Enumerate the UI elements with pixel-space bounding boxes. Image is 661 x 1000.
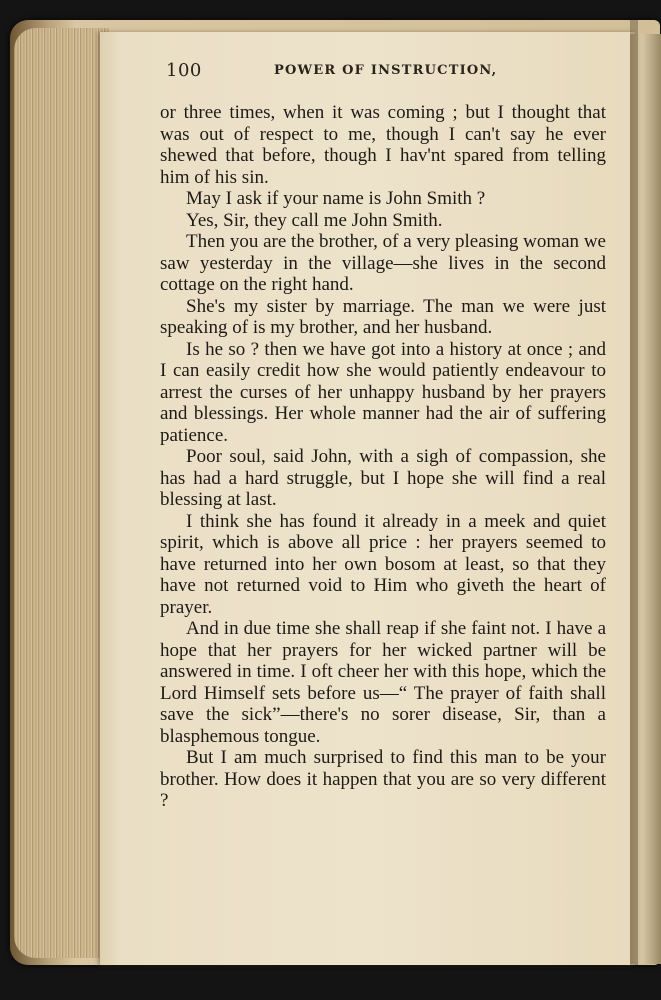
gutter-shadow bbox=[630, 20, 638, 965]
paragraph-question-name: May I ask if your name is John Smith ? bbox=[186, 188, 486, 209]
paragraph-history: Is he so ? then we have got into a history at once ; and I can easily credit how she would patiently endeavour to arrest the curses of her unhappy husband by her prayers and blessings. Her whole manner had the air of suffering patience. bbox=[160, 338, 606, 446]
body-text bbox=[160, 102, 606, 812]
paragraph-continued: or three times, when it was coming ; but I thought that was out of respect to me, though I can't say he ever shewed that before, though I hav'nt spared from telling him of his sin. bbox=[160, 102, 606, 188]
paragraph-quiet-spirit: I think she has found it already in a meek and quiet spirit, which is above all price : her prayers seemed to have returned into her own bosom at least, so that they have not returned void to Him who giveth the heart of prayer. bbox=[160, 510, 606, 618]
page-number: 100 bbox=[166, 60, 202, 81]
paragraph-answer-name: Yes, Sir, they call me John Smith. bbox=[186, 209, 443, 231]
running-head: POWER OF INSTRUCTION, bbox=[274, 63, 498, 78]
paragraph-sister-answer: She's my sister by marriage. The man we were just speaking of is my brother, and her husband. bbox=[160, 295, 606, 338]
paragraph-due-time: And in due time she shall reap if she faint not. I have a hope that her prayers for her wicked partner will be answered in time. I oft cheer her with this hope, which the Lord Himself sets before us—“ The prayer of faith shall save the sick”—there's no sorer disease, Sir, than a blasphemous tongue. bbox=[160, 618, 606, 747]
page-edges bbox=[14, 28, 110, 958]
page-header bbox=[166, 60, 616, 86]
paragraph-poor-soul: Poor soul, said John, with a sigh of compassion, she has had a hard struggle, but I hope she will find a real blessing at last. bbox=[160, 446, 606, 510]
paragraph-surprised: But I am much surprised to find this man to be your brother. How does it happen that you are so very different ? bbox=[160, 747, 606, 811]
paragraph-brother-question: Then you are the brother, of a very pleasing woman we saw yesterday in the village—she lives in the second cottage on the right hand. bbox=[160, 231, 606, 295]
